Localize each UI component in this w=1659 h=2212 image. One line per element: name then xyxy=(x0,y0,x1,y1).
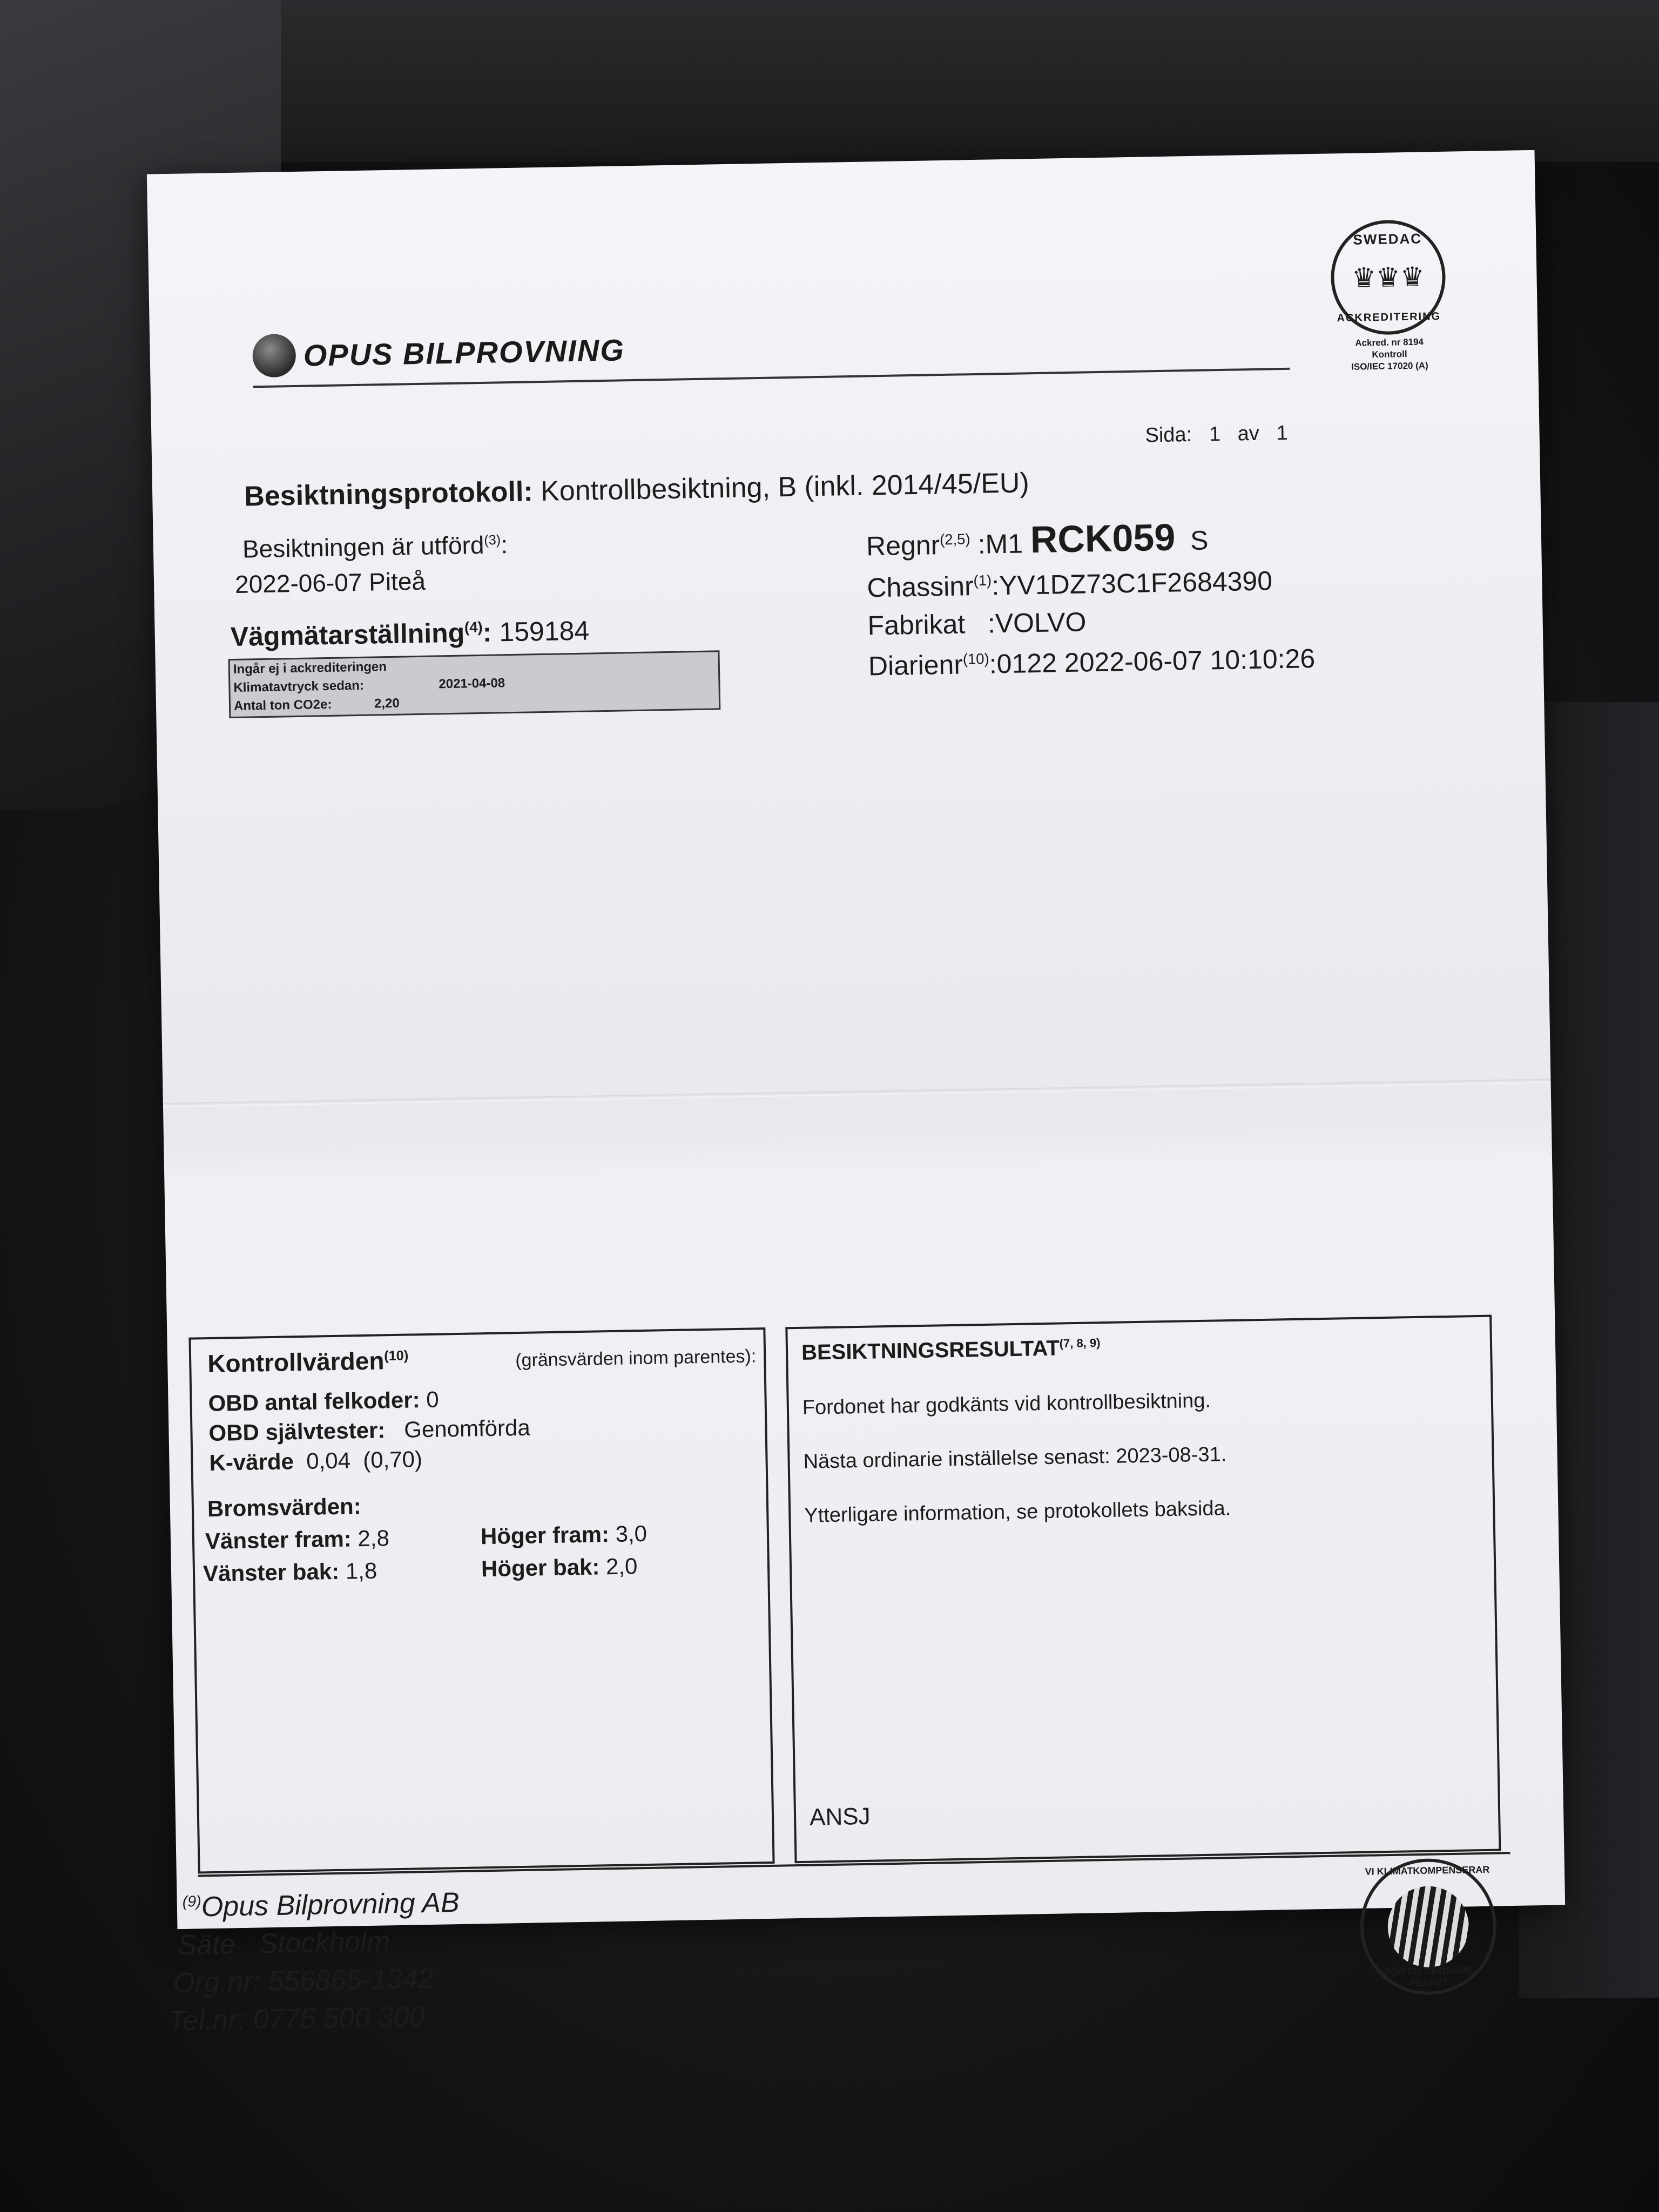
brake-rear-right: Höger bak: 2,0 xyxy=(481,1553,638,1582)
inspection-performed-label: Besiktningen är utförd$^{(3)}$: xyxy=(242,530,508,563)
brake-front-right: Höger fram: 3,0 xyxy=(480,1520,648,1549)
background-seat-top xyxy=(281,0,1659,162)
accreditation-number: Ackred. nr 8194 xyxy=(1355,336,1424,348)
inspection-document xyxy=(147,150,1565,2037)
chassis-number: Chassinr$^{(1)}$:YV1DZ73C1F2684390 xyxy=(866,565,1273,603)
obd-self-tests: OBD självtester: Genomförda xyxy=(208,1414,531,1446)
climate-footprint-box: Ingår ej i ackrediteringen Klimatavtryck sedan: 2021-04-08 Antal ton CO2e: 2,20 xyxy=(228,650,721,718)
phone-number: Tel.nr: 0775 500 300 xyxy=(168,2001,426,2037)
globe-icon xyxy=(1387,1885,1470,1968)
three-crowns-icon: ♛♛♛ xyxy=(1351,261,1425,293)
diary-number: Diarienr$^{(10)}$:0122 2022-06-07 10:10:26 xyxy=(868,643,1316,682)
odometer-reading: Vägmätarställning$^{(4)}$: 159184 xyxy=(230,615,590,652)
company-seat: Säte Stockholm xyxy=(177,1926,390,1961)
document-title: Besiktningsprotokoll: Kontrollbesiktning, B (inkl. 2014/45/EU) xyxy=(244,467,1030,512)
swedac-seal xyxy=(1325,219,1452,374)
result-approved: Fordonet har godkänts vid kontrollbesiktning. xyxy=(802,1389,1211,1419)
inspection-result-heading: BESIKTNINGSRESULTAT$^{(7, 8, 9)}$ xyxy=(801,1336,1101,1365)
inspection-date-place: 2022-06-07 Piteå xyxy=(234,567,426,598)
brake-front-left: Vänster fram: 2,8 xyxy=(205,1525,390,1554)
brake-values-heading: Bromsvärden: xyxy=(207,1493,362,1522)
globe-icon xyxy=(252,334,296,377)
swedac-ring-top: SWEDAC xyxy=(1353,230,1422,248)
accreditation-standard: ISO/IEC 17020 (A) xyxy=(1351,360,1428,372)
swedac-ring-bottom: ACKREDITERING xyxy=(1337,310,1441,325)
company-name: $^{(9)}$Opus Bilprovning AB xyxy=(182,1887,460,1923)
org-number: Org.nr: 556865-1342 xyxy=(172,1963,434,1999)
climate-compensation-badge: VI KLIMATKOMPENSERAR FÖR EN GRÖNARE PLANET xyxy=(1359,1858,1498,1996)
limit-values-note: (gränsvärden inom parentes): xyxy=(515,1346,757,1371)
manufacturer: Fabrikat :VOLVO xyxy=(867,606,1087,641)
obd-fault-codes: OBD antal felkoder: 0 xyxy=(208,1386,440,1417)
page-indicator: Sida: 1 av 1 xyxy=(1145,421,1288,447)
additional-info: Ytterligare information, se protokollets baksida. xyxy=(804,1497,1231,1527)
company-logo xyxy=(252,328,625,377)
k-value: K-värde 0,04 (0,70) xyxy=(209,1446,423,1476)
control-values-box xyxy=(188,1327,774,1873)
accreditation-type: Kontroll xyxy=(1372,348,1407,360)
paper-fold xyxy=(163,1079,1551,1108)
inspector-signature: ANSJ xyxy=(809,1803,871,1831)
brake-rear-left: Vänster bak: 1,8 xyxy=(203,1557,377,1587)
company-logo-text: OPUS BILPROVNING xyxy=(303,332,625,373)
control-values-heading: Kontrollvärden$^{(10)}$ xyxy=(207,1346,409,1378)
registration-number: Regnr$^{(2,5)}$ :M1 RCK059 S xyxy=(866,516,1209,562)
inspection-result-box xyxy=(785,1315,1501,1864)
next-inspection: Nästa ordinarie inställelse senast: 2023-08-31. xyxy=(803,1443,1227,1473)
